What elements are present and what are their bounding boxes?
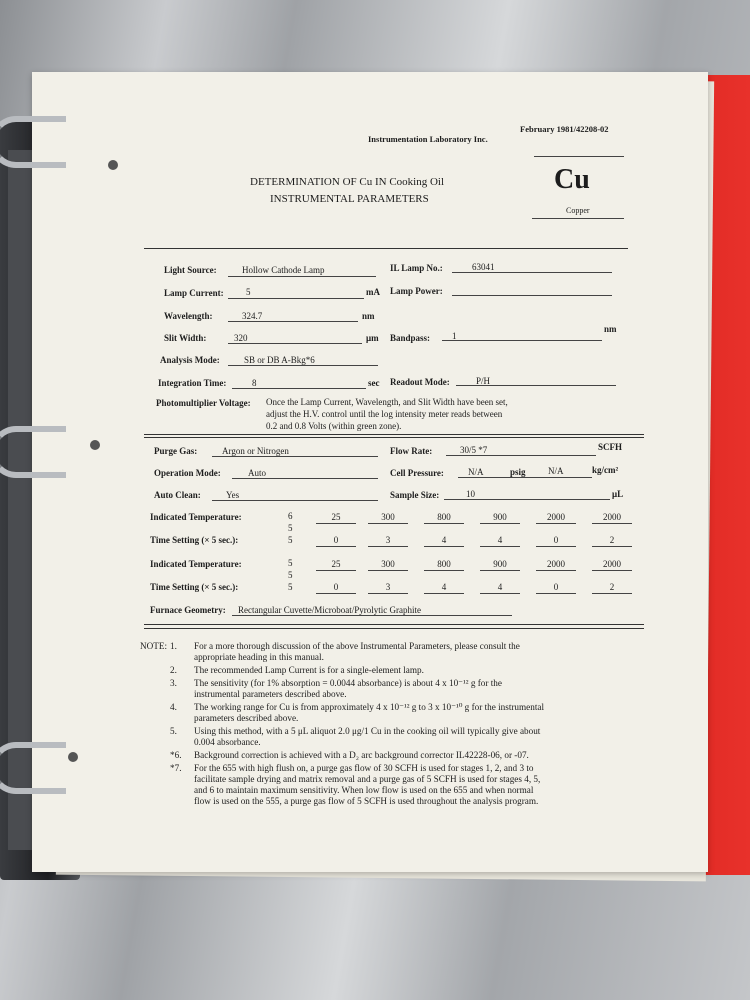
note-line: instrumental parameters described above. bbox=[194, 689, 347, 699]
program-cell: 25 bbox=[331, 559, 341, 569]
purge-gas-label: Purge Gas: bbox=[154, 446, 198, 456]
rule bbox=[144, 628, 644, 629]
rule bbox=[442, 340, 602, 341]
program-cell: 2000 bbox=[603, 559, 621, 569]
rule bbox=[228, 365, 378, 366]
element-symbol: Cu bbox=[554, 164, 590, 195]
binder-ring bbox=[0, 742, 66, 794]
note-line: and 6 to maintain maximum sensitivity. When low flow is used on the 655 and when normal bbox=[194, 785, 534, 795]
rule bbox=[232, 615, 512, 616]
program-cell: 4 bbox=[497, 535, 503, 545]
purge-gas-value: Argon or Nitrogen bbox=[222, 446, 289, 456]
note-line: parameters described above. bbox=[194, 713, 299, 723]
note-number: 5. bbox=[170, 726, 177, 736]
note-line: appropriate heading in this manual. bbox=[194, 652, 324, 662]
note-line: For the 655 with high flush on, a purge gas flow of 30 SCFH is used for stages 1, 2, and 3 to bbox=[194, 763, 534, 773]
row3-prefix: 5 bbox=[288, 558, 293, 568]
program-cell-rule bbox=[536, 523, 576, 524]
program-cell-rule bbox=[480, 523, 520, 524]
light-source-value: Hollow Cathode Lamp bbox=[242, 265, 325, 275]
bandpass-label: Bandpass: bbox=[390, 333, 431, 343]
row4-prefix: 5 bbox=[288, 582, 293, 592]
program-cell-rule bbox=[424, 593, 464, 594]
light-source-label: Light Source: bbox=[164, 265, 217, 275]
program-cell: 3 bbox=[385, 582, 391, 592]
program-cell: 0 bbox=[553, 582, 559, 592]
cell-pressure-b: N/A bbox=[548, 466, 564, 476]
program-cell-rule bbox=[536, 546, 576, 547]
note-line: The working range for Cu is from approximately 4 x 10⁻¹² g to 3 x 10⁻¹⁰ g for the instrumental bbox=[194, 702, 545, 712]
row3-sub: 5 bbox=[288, 570, 293, 580]
note-line: The recommended Lamp Current is for a single-element lamp. bbox=[194, 665, 424, 675]
auto-clean-label: Auto Clean: bbox=[154, 490, 201, 500]
program-cell-rule bbox=[368, 546, 408, 547]
program-cell-rule bbox=[316, 546, 356, 547]
program-cell-rule bbox=[480, 593, 520, 594]
program-cell-rule bbox=[424, 546, 464, 547]
punch-hole bbox=[108, 160, 118, 170]
element-name: Copper bbox=[566, 206, 590, 215]
date-reference: February 1981/42208-02 bbox=[520, 124, 609, 134]
rule bbox=[228, 298, 364, 299]
program-cell: 25 bbox=[331, 512, 341, 522]
rule bbox=[456, 385, 616, 386]
rule bbox=[144, 437, 644, 438]
note-line: For a more thorough discussion of the above Instrumental Parameters, please consult the bbox=[194, 641, 520, 651]
program-cell: 800 bbox=[437, 559, 451, 569]
bandpass-unit: nm bbox=[604, 324, 617, 334]
note-line: 0.004 absorbance. bbox=[194, 737, 261, 747]
cell-pressure-unit: kg/cm² bbox=[592, 465, 619, 475]
rule bbox=[212, 456, 378, 457]
sample-size-unit: μL bbox=[612, 489, 624, 499]
row1-sub: 5 bbox=[288, 523, 293, 533]
pmt-line-3: 0.2 and 0.8 Volts (within green zone). bbox=[266, 421, 402, 431]
furnace-geometry-value: Rectangular Cuvette/Microboat/Pyrolytic Graphite bbox=[238, 605, 421, 615]
note-prefix: NOTE: bbox=[140, 641, 168, 651]
analysis-mode-value: SB or DB A-Bkg*6 bbox=[244, 355, 315, 365]
program-cell: 800 bbox=[437, 512, 451, 522]
rule bbox=[144, 624, 644, 625]
program-cell: 0 bbox=[553, 535, 559, 545]
rule bbox=[444, 499, 610, 500]
cell-pressure-label: Cell Pressure: bbox=[390, 468, 444, 478]
analysis-mode-label: Analysis Mode: bbox=[160, 355, 220, 365]
note-number: 1. bbox=[170, 641, 177, 651]
auto-clean-value: Yes bbox=[226, 490, 240, 500]
program-cell: 4 bbox=[441, 582, 447, 592]
manual-page bbox=[32, 72, 708, 872]
program-cell-rule bbox=[424, 523, 464, 524]
note-line: facilitate sample drying and matrix removal and a purge gas of 5 SCFH is used for stages 4, 5, bbox=[194, 774, 541, 784]
wavelength-unit: nm bbox=[362, 311, 375, 321]
program-cell-rule bbox=[480, 546, 520, 547]
program-cell: 0 bbox=[333, 535, 339, 545]
temp-label-2: Indicated Temperature: bbox=[150, 559, 242, 569]
program-cell: 2000 bbox=[547, 512, 565, 522]
furnace-geometry-label: Furnace Geometry: bbox=[150, 605, 226, 615]
rule bbox=[232, 478, 378, 479]
wavelength-label: Wavelength: bbox=[164, 311, 213, 321]
rule bbox=[458, 477, 592, 478]
binder-ring bbox=[0, 116, 66, 168]
note-line: Background correction is achieved with a D₂ arc background corrector IL42228-06, or -07. bbox=[194, 750, 529, 760]
note-number: 4. bbox=[170, 702, 177, 712]
row2-prefix: 5 bbox=[288, 535, 293, 545]
rule bbox=[452, 295, 612, 296]
program-cell-rule bbox=[368, 570, 408, 571]
lamp-power-label: Lamp Power: bbox=[390, 286, 443, 296]
note-number: 2. bbox=[170, 665, 177, 675]
cell-pressure-a: N/A bbox=[468, 467, 484, 477]
cell-pressure-psig: psig bbox=[510, 467, 526, 477]
lamp-current-label: Lamp Current: bbox=[164, 288, 224, 298]
program-cell: 3 bbox=[385, 535, 391, 545]
slit-width-value: 320 bbox=[234, 333, 248, 343]
flow-rate-label: Flow Rate: bbox=[390, 446, 433, 456]
program-cell-rule bbox=[316, 570, 356, 571]
rule bbox=[446, 455, 596, 456]
note-number: *7. bbox=[170, 763, 182, 773]
rule bbox=[228, 321, 358, 322]
lamp-current-unit: mA bbox=[366, 287, 380, 297]
program-cell-rule bbox=[316, 523, 356, 524]
rule bbox=[144, 434, 644, 435]
slit-width-unit: μm bbox=[366, 333, 379, 343]
integration-time-value: 8 bbox=[252, 378, 257, 388]
flow-rate-unit: SCFH bbox=[598, 442, 623, 452]
slit-width-label: Slit Width: bbox=[164, 333, 207, 343]
integration-time-unit: sec bbox=[368, 378, 380, 388]
note-number: 3. bbox=[170, 678, 177, 688]
readout-mode-value: P/H bbox=[476, 376, 491, 386]
program-cell: 900 bbox=[493, 512, 507, 522]
rule bbox=[228, 276, 376, 277]
rule bbox=[228, 343, 362, 344]
il-lamp-value: 63041 bbox=[472, 262, 495, 272]
program-cell: 300 bbox=[381, 559, 395, 569]
il-lamp-label: IL Lamp No.: bbox=[390, 263, 443, 273]
binder-ring bbox=[0, 426, 66, 478]
program-cell: 2000 bbox=[547, 559, 565, 569]
company-name: Instrumentation Laboratory Inc. bbox=[368, 134, 488, 144]
time-label-1: Time Setting (× 5 sec.): bbox=[150, 535, 239, 545]
note-line: Using this method, with a 5 μL aliquot 2.0 μg/1 Cu in the cooking oil will typically give about bbox=[194, 726, 541, 736]
wavelength-value: 324.7 bbox=[242, 311, 263, 321]
program-cell: 4 bbox=[497, 582, 503, 592]
rule bbox=[452, 272, 612, 273]
operation-mode-label: Operation Mode: bbox=[154, 468, 221, 478]
program-cell: 2 bbox=[609, 535, 615, 545]
program-cell: 0 bbox=[333, 582, 339, 592]
program-cell-rule bbox=[592, 570, 632, 571]
rule bbox=[534, 156, 624, 157]
note-line: flow is used on the 555, a purge gas flow of 5 SCFH is used throughout the analysis program. bbox=[194, 796, 539, 806]
note-number: *6. bbox=[170, 750, 182, 760]
program-cell-rule bbox=[592, 523, 632, 524]
bandpass-value: 1 bbox=[452, 331, 457, 341]
program-cell-rule bbox=[536, 570, 576, 571]
page-title: DETERMINATION OF Cu IN Cooking Oil bbox=[250, 176, 445, 188]
integration-time-label: Integration Time: bbox=[158, 378, 227, 388]
temp-label-1: Indicated Temperature: bbox=[150, 512, 242, 522]
program-cell-rule bbox=[536, 593, 576, 594]
pmt-line-2: adjust the H.V. control until the log intensity meter reads between bbox=[266, 409, 503, 419]
program-cell-rule bbox=[592, 546, 632, 547]
program-cell-rule bbox=[424, 570, 464, 571]
program-cell-rule bbox=[592, 593, 632, 594]
rule bbox=[212, 500, 378, 501]
operation-mode-value: Auto bbox=[248, 468, 266, 478]
program-cell: 2 bbox=[609, 582, 615, 592]
rule bbox=[144, 248, 628, 249]
program-cell-rule bbox=[316, 593, 356, 594]
program-cell-rule bbox=[368, 593, 408, 594]
program-cell: 900 bbox=[493, 559, 507, 569]
time-label-2: Time Setting (× 5 sec.): bbox=[150, 582, 239, 592]
row1-prefix: 6 bbox=[288, 511, 293, 521]
page-subtitle: INSTRUMENTAL PARAMETERS bbox=[270, 193, 429, 205]
punch-hole bbox=[68, 752, 78, 762]
program-cell-rule bbox=[368, 523, 408, 524]
note-line: The sensitivity (for 1% absorption = 0.0044 absorbance) is about 4 x 10⁻¹² g for the bbox=[194, 678, 502, 688]
flow-rate-value: 30/5 *7 bbox=[460, 445, 488, 455]
rule bbox=[532, 218, 624, 219]
program-cell: 4 bbox=[441, 535, 447, 545]
program-cell: 300 bbox=[381, 512, 395, 522]
pmt-voltage-label: Photomultiplier Voltage: bbox=[156, 398, 251, 408]
rule bbox=[232, 388, 366, 389]
sample-size-value: 10 bbox=[466, 489, 475, 499]
lamp-current-value: 5 bbox=[246, 287, 251, 297]
pmt-line-1: Once the Lamp Current, Wavelength, and Slit Width have been set, bbox=[266, 397, 508, 407]
sample-size-label: Sample Size: bbox=[390, 490, 440, 500]
punch-hole bbox=[90, 440, 100, 450]
program-cell-rule bbox=[480, 570, 520, 571]
program-cell: 2000 bbox=[603, 512, 621, 522]
readout-mode-label: Readout Mode: bbox=[390, 377, 450, 387]
